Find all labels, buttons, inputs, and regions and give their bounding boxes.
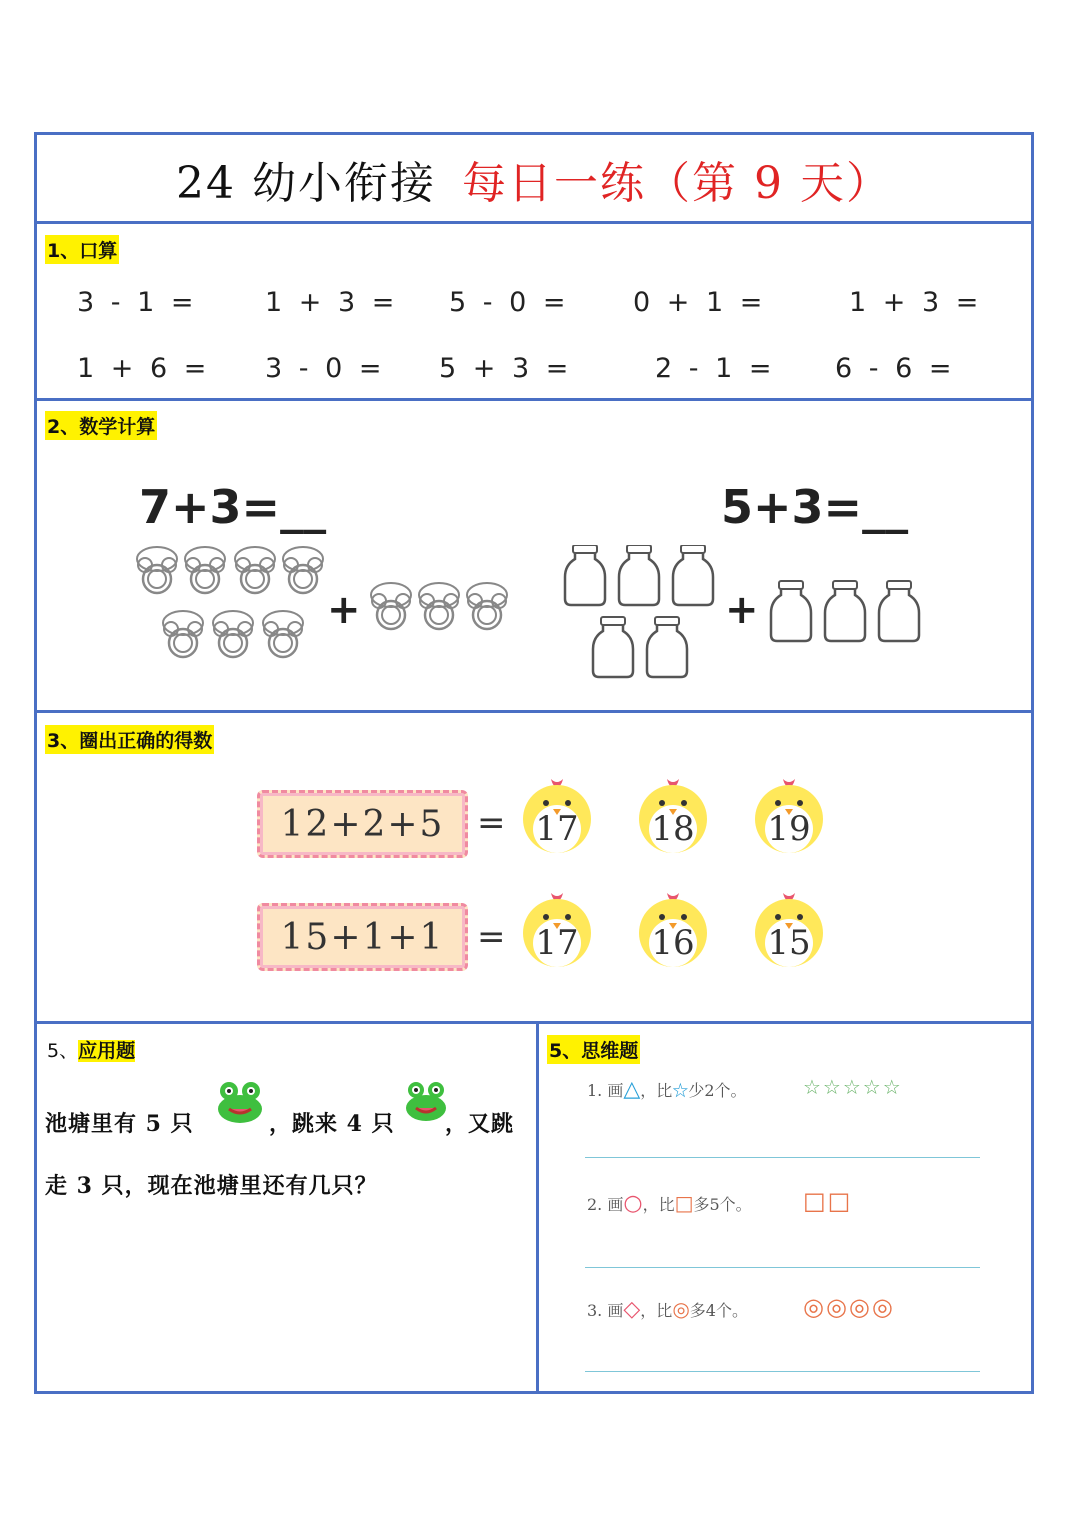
circle-icon: ○	[623, 1191, 643, 1216]
expression-box-2: 15+1+1	[257, 903, 468, 971]
page-title	[37, 135, 1031, 223]
jar-icon	[647, 617, 687, 677]
pacifier-icon	[163, 611, 203, 657]
q-draw: 画	[607, 1081, 624, 1100]
q-number: 2.	[587, 1195, 603, 1214]
eq-1-4: 0 + 1 =	[633, 287, 767, 318]
choice-number: 18	[651, 809, 695, 849]
choice-number: 16	[651, 923, 695, 963]
choice-number: 15	[767, 923, 811, 963]
star-icon: ☆	[672, 1081, 689, 1100]
problem-text-3: ，又跳	[445, 1111, 515, 1137]
pacifier-icon	[185, 547, 225, 593]
q-compare: ，比	[640, 1301, 673, 1320]
chick-choice[interactable]	[517, 775, 597, 855]
jar-icon	[825, 581, 865, 641]
q-draw: 画	[607, 1195, 624, 1214]
jar-icon	[593, 617, 633, 677]
section3-label: 3、圈出正确的得数	[45, 725, 214, 754]
jar-icon	[619, 545, 659, 605]
q-compare: ，比	[640, 1081, 673, 1100]
answer-line[interactable]	[585, 1157, 980, 1158]
triangle-icon: △	[623, 1077, 641, 1102]
thinking-q3	[587, 1297, 748, 1322]
jar-icon	[771, 581, 811, 641]
title-black: 24 幼小衔接	[176, 158, 436, 209]
eq-2-5: 6 - 6 =	[835, 353, 956, 384]
thinking-q2	[587, 1191, 752, 1216]
problem-text-1: 池塘里有 5 只	[45, 1111, 194, 1137]
section4-title: 应用题	[78, 1040, 136, 1062]
eq-1-5: 1 + 3 =	[849, 287, 983, 318]
square-icon: □	[674, 1191, 694, 1215]
equals-sign: =	[477, 803, 506, 843]
choice-number: 17	[535, 923, 579, 963]
jar-icon	[565, 545, 605, 605]
divider	[37, 710, 1031, 713]
section2-label: 2、数学计算	[45, 411, 157, 440]
divider	[37, 398, 1031, 401]
pacifier-icon	[467, 583, 507, 629]
section4-prefix: 5、	[47, 1040, 79, 1062]
q-rest: 少2个。	[688, 1081, 747, 1100]
thinking-q1	[587, 1077, 747, 1102]
diamond-icon: ◇	[623, 1297, 641, 1322]
q-number: 1.	[587, 1081, 603, 1100]
jar-icon	[673, 545, 713, 605]
chick-choice[interactable]	[749, 889, 829, 969]
worksheet	[34, 132, 1034, 1394]
pacifier-icon	[419, 583, 459, 629]
title-red: 每日一练（第 9 天）	[462, 158, 892, 209]
pacifier-icon	[263, 611, 303, 657]
section4-label	[45, 1035, 137, 1064]
left-equation: 7+3=__	[139, 480, 327, 534]
q-draw: 画	[607, 1301, 624, 1320]
answer-line[interactable]	[585, 1371, 980, 1372]
equals-sign: =	[477, 917, 506, 957]
problem-text-4: 走 3 只，现在池塘里还有几只？	[45, 1173, 378, 1199]
chick-choice[interactable]	[517, 889, 597, 969]
chick-choice[interactable]	[633, 775, 713, 855]
jar-icon	[879, 581, 919, 641]
column-divider	[536, 1023, 539, 1394]
plus-sign: +	[725, 587, 759, 633]
pacifier-icon	[283, 547, 323, 593]
section1-label: 1、口算	[45, 235, 119, 264]
eq-2-1: 1 + 6 =	[77, 353, 211, 384]
eq-1-2: 1 + 3 =	[265, 287, 399, 318]
pacifier-icon	[371, 583, 411, 629]
expression-box-1: 12+2+5	[257, 790, 468, 858]
q-compare: ，比	[642, 1195, 675, 1214]
eq-1-1: 3 - 1 =	[77, 287, 198, 318]
square-row: □□	[803, 1187, 853, 1215]
q-rest: 多4个。	[689, 1301, 748, 1320]
right-equation: 5+3=__	[721, 480, 909, 534]
chick-choice[interactable]	[633, 889, 713, 969]
divider	[37, 221, 1031, 224]
choice-number: 19	[767, 809, 811, 849]
frog-icon	[215, 1079, 265, 1125]
q-number: 3.	[587, 1301, 603, 1320]
pacifier-icon	[213, 611, 253, 657]
eq-2-3: 5 + 3 =	[439, 353, 573, 384]
plus-sign: +	[327, 587, 361, 633]
chick-choice[interactable]	[749, 775, 829, 855]
section5-label: 5、思维题	[547, 1035, 640, 1064]
answer-line[interactable]	[585, 1267, 980, 1268]
q-rest: 多5个。	[693, 1195, 752, 1214]
eq-2-4: 2 - 1 =	[655, 353, 776, 384]
problem-text-2: ，跳来 4 只	[269, 1111, 395, 1137]
choice-number: 17	[535, 809, 579, 849]
eq-1-3: 5 - 0 =	[449, 287, 570, 318]
star-row: ☆☆☆☆☆	[803, 1075, 903, 1099]
pacifier-icon	[137, 547, 177, 593]
frog-icon	[403, 1079, 449, 1123]
eq-2-2: 3 - 0 =	[265, 353, 386, 384]
divider	[37, 1021, 1031, 1024]
pacifier-icon	[235, 547, 275, 593]
double-circle-icon: ◎	[672, 1297, 690, 1321]
double-circle-row: ◎◎◎◎	[803, 1293, 895, 1321]
